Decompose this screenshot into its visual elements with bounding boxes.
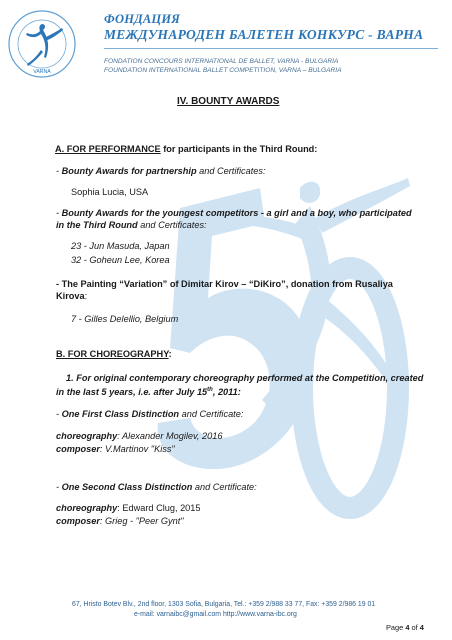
section-b-heading-rest: : (168, 349, 172, 359)
second-composer-label: composer (56, 516, 100, 526)
second-class-rest: and Certificate: (192, 482, 257, 492)
partnership-award-rest: and Certificates: (196, 166, 266, 176)
painting-winner: 7 - Gilles Delellio, Belgium (71, 314, 179, 324)
painting-donor: Kirova (56, 291, 85, 301)
second-choreography-value: : Edward Clug, 2015 (117, 503, 201, 513)
choreography-criterion-line1: 1. For original contemporary choreography performed at the Competition, created (66, 373, 424, 383)
org-name-english: FOUNDATION INTERNATIONAL BALLET COMPETITION, VARNA – BULGARIA (104, 67, 342, 74)
youngest-award-rest: and Certificates: (137, 220, 207, 230)
page-title: IV. BOUNTY AWARDS (177, 96, 280, 107)
first-class-rest: and Certificate: (179, 409, 244, 419)
section-a-heading (55, 143, 317, 155)
first-composer-value: : V.Martinov "Kiss" (99, 444, 175, 454)
partnership-award (56, 165, 266, 177)
criterion-date-text: in the last 5 years, i.e. after July 15 (56, 387, 208, 398)
logo-bottom-text: VARNA (33, 69, 51, 75)
painting-award-line2 (56, 290, 87, 302)
youngest-award-round: in the Third Round (56, 220, 138, 230)
page-number (386, 623, 424, 632)
org-name-line1: ФОНДАЦИЯ (104, 12, 181, 26)
second-class-choreography (56, 502, 201, 514)
first-choreography-label: choreography (56, 431, 118, 441)
second-composer-value: : Grieg - "Peer Gynt" (99, 516, 184, 526)
first-composer-label: composer (56, 444, 100, 454)
youngest-award-name: Bounty Awards for the youngest competitors - a girl and a boy, who participated (61, 208, 412, 218)
second-class-name: One Second Class Distinction (61, 482, 193, 492)
second-choreography-label: choreography (56, 503, 118, 513)
partnership-dash: - (56, 166, 62, 176)
page-prefix: Page (386, 623, 406, 632)
first-class-award (56, 408, 243, 420)
second-class-composer (56, 515, 184, 527)
painting-award-line1: - The Painting “Variation” of Dimitar Kirov – “DiKiro”, donation from Rusaliya (56, 279, 393, 289)
section-a-heading-rest: for participants in the Third Round: (160, 144, 318, 154)
choreography-criterion-line2 (56, 384, 241, 398)
youngest-winner-2: 32 - Goheun Lee, Korea (71, 255, 170, 265)
footer-contacts: e-mail: varnaibc@gmail.com http://www.varna-ibc.org (134, 611, 297, 618)
page-current: 4 (405, 623, 410, 632)
ibc-logo (6, 8, 78, 80)
section-b-heading (56, 348, 172, 360)
first-choreography-value: : Alexander Mogilev, 2016 (117, 431, 223, 441)
criterion-year: , 2011: (212, 387, 241, 398)
header-divider (104, 48, 438, 49)
org-name-line2: МЕЖДУНАРОДЕН БАЛЕТЕН КОНКУРС - ВАРНА (104, 27, 424, 42)
criterion-sup: th (207, 387, 213, 393)
page-of: of (409, 623, 420, 632)
first-class-dash: - (56, 409, 62, 419)
youngest-award-line2 (56, 219, 207, 231)
section-a-heading-label: A. FOR PERFORMANCE (55, 144, 161, 154)
page-total: 4 (419, 623, 424, 632)
painting-colon: : (84, 291, 88, 301)
first-class-name: One First Class Distinction (61, 409, 180, 419)
first-class-composer (56, 443, 175, 455)
footer-address: 67, Hristo Botev Blv., 2nd floor, 1303 Sofia, Bulgaria, Tel.: +359 2/988 33 77, Fax: +359 2/986 19 01 (72, 601, 376, 608)
section-b-heading-label: B. FOR CHOREOGRAPHY (56, 349, 169, 359)
youngest-dash: - (56, 208, 62, 218)
second-class-award (56, 481, 257, 493)
youngest-award-line1 (56, 207, 412, 219)
partnership-award-name: Bounty Awards for partnership (61, 166, 197, 176)
youngest-winner-1: 23 - Jun Masuda, Japan (71, 241, 170, 251)
org-name-french: FONDATION CONCOURS INTERNATIONAL DE BALLET, VARNA - BULGARIA (104, 58, 339, 65)
second-class-dash: - (56, 482, 62, 492)
first-class-choreography (56, 430, 222, 442)
partnership-winner: Sophia Lucia, USA (71, 187, 149, 197)
